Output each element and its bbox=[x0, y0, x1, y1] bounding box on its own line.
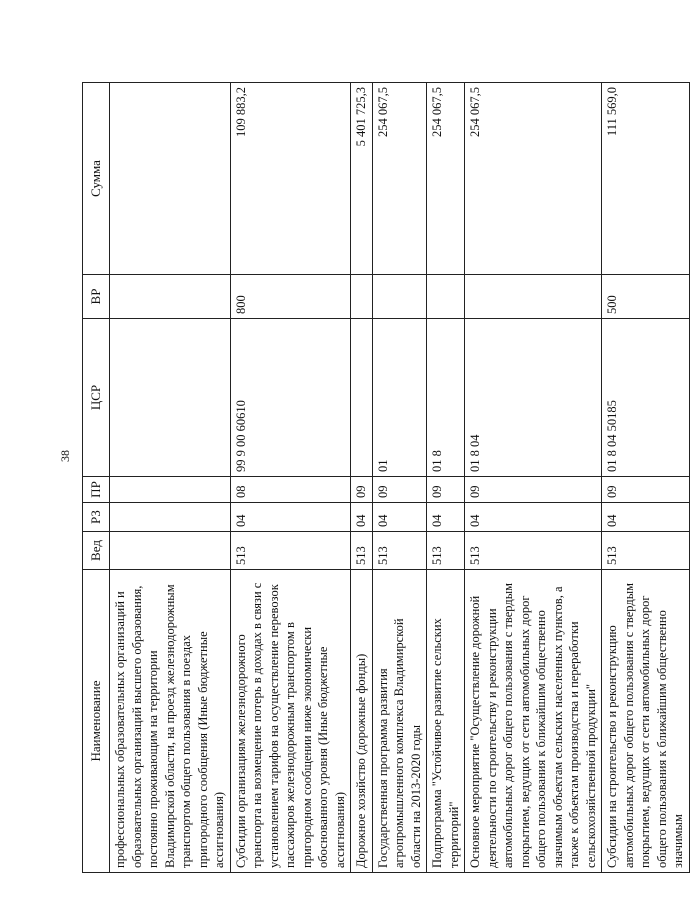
cell-pr: 08 bbox=[230, 477, 351, 503]
cell-pr: 09 bbox=[351, 477, 373, 503]
cell-sum: 111 569,0 bbox=[602, 83, 690, 275]
cell-sum: 254 067,5 bbox=[427, 83, 465, 275]
cell-csr bbox=[351, 319, 373, 477]
cell-ved: 513 bbox=[230, 532, 351, 570]
cell-name: Субсидии на строительство и реконструкцию автомобильных дорог общего пользования с твердым покрытием, ведущих от сети автомобильных дорог общего пользования к ближайшим общественно значимым bbox=[602, 570, 690, 873]
cell-csr: 01 8 04 bbox=[465, 319, 602, 477]
table-row bbox=[372, 83, 427, 873]
table-row bbox=[427, 83, 465, 873]
cell-vr bbox=[351, 275, 373, 319]
cell-pr: 09 bbox=[427, 477, 465, 503]
cell-name: Дорожное хозяйство (дорожные фонды) bbox=[351, 570, 373, 873]
cell-rz: 04 bbox=[465, 503, 602, 532]
header-vr: ВР bbox=[83, 275, 110, 319]
cell-rz: 04 bbox=[427, 503, 465, 532]
table-row bbox=[230, 83, 351, 873]
cell-pr: 09 bbox=[372, 477, 427, 503]
header-sum: Сумма bbox=[83, 83, 110, 275]
cell-vr bbox=[110, 275, 231, 319]
cell-sum: 109 883,2 bbox=[230, 83, 351, 275]
cell-name: Субсидии организациям железнодорожного транспорта на возмещение потерь в доходах в связи с установлением тарифов на осуществление перевозок пассажиров железнодорожным транспортом в пригородном сообщении ниже экономически обоснованного уровня (Иные бюджетные ассигнования) bbox=[230, 570, 351, 873]
cell-rz bbox=[110, 503, 231, 532]
cell-ved: 513 bbox=[465, 532, 602, 570]
cell-sum: 254 067,5 bbox=[372, 83, 427, 275]
cell-rz: 04 bbox=[230, 503, 351, 532]
page-number: 38 bbox=[58, 450, 72, 462]
cell-name: Основное мероприятие "Осуществление дорожной деятельности по строительству и реконструкции автомобильных дорог общего пользования с твердым покрытием, ведущих от сети автомобильных дорог общего пользования к ближайшим общественно значимым объектам сельских населенных пунктов, а также к объектам производства и переработки сельскохозяйственной продукции" bbox=[465, 570, 602, 873]
cell-rz: 04 bbox=[351, 503, 373, 532]
cell-csr: 01 8 04 50185 bbox=[602, 319, 690, 477]
cell-rz: 04 bbox=[602, 503, 690, 532]
cell-csr bbox=[110, 319, 231, 477]
table-row bbox=[465, 83, 602, 873]
table-header-row bbox=[83, 83, 110, 873]
cell-csr: 01 bbox=[372, 319, 427, 477]
cell-vr bbox=[465, 275, 602, 319]
cell-vr bbox=[372, 275, 427, 319]
cell-ved: 513 bbox=[351, 532, 373, 570]
cell-ved: 513 bbox=[372, 532, 427, 570]
cell-ved bbox=[110, 532, 231, 570]
header-rz: РЗ bbox=[83, 503, 110, 532]
cell-vr: 800 bbox=[230, 275, 351, 319]
cell-sum: 5 401 725,3 bbox=[351, 83, 373, 275]
header-csr: ЦСР bbox=[83, 319, 110, 477]
cell-pr bbox=[110, 477, 231, 503]
cell-pr: 09 bbox=[602, 477, 690, 503]
table-row bbox=[602, 83, 690, 873]
header-name: Наименование bbox=[83, 570, 110, 873]
cell-sum: 254 067,5 bbox=[465, 83, 602, 275]
header-pr: ПР bbox=[83, 477, 110, 503]
cell-name: Государственная программа развития агропромышленного комплекса Владимирской области на 2013-2020 годы bbox=[372, 570, 427, 873]
cell-pr: 09 bbox=[465, 477, 602, 503]
cell-name: Подпрограмма "Устойчивое развитие сельских территорий" bbox=[427, 570, 465, 873]
table-row bbox=[351, 83, 373, 873]
cell-rz: 04 bbox=[372, 503, 427, 532]
cell-ved: 513 bbox=[427, 532, 465, 570]
cell-vr: 500 bbox=[602, 275, 690, 319]
cell-csr: 01 8 bbox=[427, 319, 465, 477]
cell-vr bbox=[427, 275, 465, 319]
header-ved: Вед bbox=[83, 532, 110, 570]
cell-ved: 513 bbox=[602, 532, 690, 570]
rotated-page bbox=[82, 83, 685, 873]
table-row bbox=[110, 83, 231, 873]
cell-name: профессиональных образовательных организаций и образовательных организаций высшего образования, постоянно проживающим на территории Владимирской области, на проезд железнодорожным транспортом общего пользования в поездах пригородного сообщения (Иные бюджетные ассигнования) bbox=[110, 570, 231, 873]
budget-table bbox=[82, 82, 690, 873]
cell-sum bbox=[110, 83, 231, 275]
cell-csr: 99 9 00 60610 bbox=[230, 319, 351, 477]
